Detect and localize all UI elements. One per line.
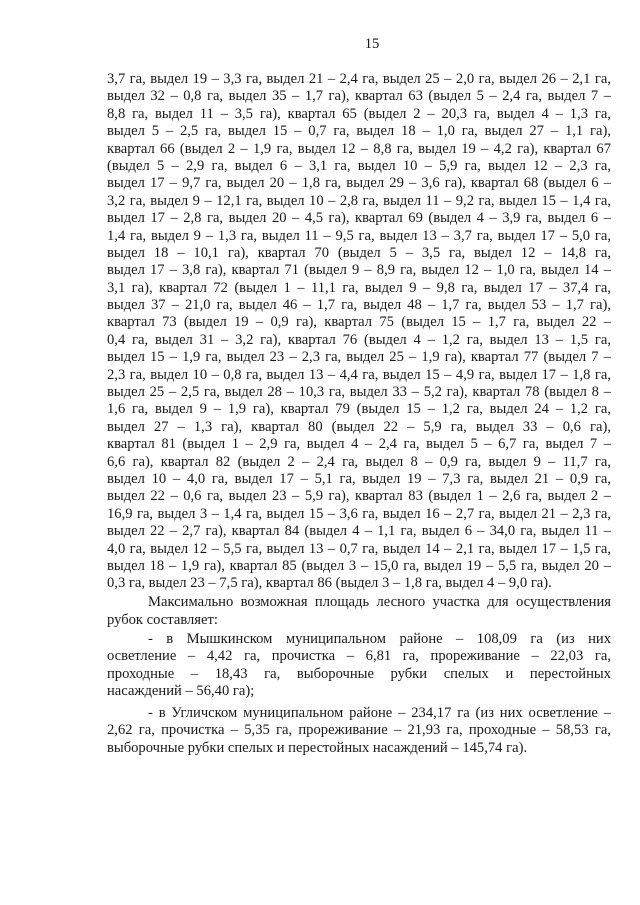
text-line: - в Мышкинском муниципальном районе – 108,09 га (из них	[148, 631, 611, 647]
text-line: насаждений – 56,40 га);	[107, 683, 255, 700]
text-line: (выдел 5 – 2,9 га, выдел 6 – 3,1 га, выдел 10 – 5,9 га, выдел 12 – 2,3 га,	[107, 157, 611, 174]
district-item-myshkin	[107, 631, 611, 701]
text-line: Максимально возможная площадь лесного участка для осуществления	[148, 594, 611, 611]
text-line: 2,3 га, выдел 10 – 0,8 га, выдел 13 – 4,4 га, выдел 15 – 4,9 га, выдел 17 – 1,8 га,	[107, 366, 611, 383]
text-line: 0,4 га, выдел 31 – 3,2 га), квартал 76 (выдел 4 – 1,2 га, выдел 13 – 1,5 га,	[107, 331, 611, 348]
document-body	[107, 71, 611, 757]
text-line: 8,8 га, выдел 11 – 3,5 га), квартал 65 (выдел 2 – 20,3 га, выдел 4 – 1,3 га,	[107, 105, 611, 122]
text-line: выдел 10 – 4,0 га, выдел 17 – 5,1 га, выдел 19 – 7,3 га, выдел 21 – 0,9 га,	[107, 470, 611, 487]
text-line: выдел 18 – 1,9 га), квартал 85 (выдел 3 – 15,0 га, выдел 19 – 5,5 га, выдел 20 –	[107, 557, 611, 574]
text-line: 1,4 га, выдел 9 – 1,3 га, выдел 11 – 9,5 га, выдел 13 – 3,7 га, выдел 17 – 5,0 га,	[107, 227, 611, 244]
district-item-uglich	[107, 705, 611, 757]
text-line: выдел 5 – 2,5 га, выдел 15 – 0,7 га, выдел 18 – 1,0 га, выдел 27 – 1,1 га),	[107, 123, 611, 140]
text-line: выдел 17 – 2,8 га, выдел 20 – 4,5 га), квартал 69 (выдел 4 – 3,9 га, выдел 6 –	[107, 210, 611, 227]
text-line: проходные – 18,43 га, выборочные рубки спелых и перестойных	[107, 665, 611, 682]
text-line: 2,62 га, прочистка – 5,35 га, прореживание – 21,93 га, проходные – 58,53 га,	[107, 722, 611, 739]
text-line: осветление – 4,42 га, прочистка – 6,81 га, прореживание – 22,03 га,	[107, 648, 611, 665]
text-line: выдел 22 – 2,7 га), квартал 84 (выдел 4 – 1,1 га, выдел 6 – 34,0 га, выдел 11 –	[107, 523, 611, 540]
text-line: 4,0 га, выдел 12 – 5,5 га, выдел 13 – 0,7 га, выдел 14 – 2,1 га, выдел 17 – 1,5 га,	[107, 540, 611, 557]
text-line: выборочные рубки спелых и перестойных насаждений – 145,74 га).	[107, 739, 528, 756]
text-line: рубок составляет:	[107, 611, 218, 628]
text-line: 1,6 га, выдел 9 – 1,9 га), квартал 79 (выдел 15 – 1,2 га, выдел 24 – 1,2 га,	[107, 401, 611, 418]
text-line: выдел 18 – 10,1 га), квартал 70 (выдел 5 – 3,5 га, выдел 12 – 14,8 га,	[107, 244, 611, 261]
text-line: 6,6 га), квартал 82 (выдел 2 – 2,4 га, выдел 8 – 0,9 га, выдел 9 – 11,7 га,	[107, 453, 611, 470]
text-line: выдел 22 – 0,6 га, выдел 23 – 5,9 га), квартал 83 (выдел 1 – 2,6 га, выдел 2 –	[107, 488, 611, 505]
text-line: выдел 25 – 2,5 га, выдел 28 – 10,3 га, выдел 33 – 5,2 га), квартал 78 (выдел 8 –	[107, 384, 611, 401]
text-line: - в Угличском муниципальном районе – 234,17 га (из них осветление –	[148, 704, 611, 721]
text-line: 3,7 га, выдел 19 – 3,3 га, выдел 21 – 2,4 га, выдел 25 – 2,0 га, выдел 26 – 2,1 га,	[107, 71, 611, 87]
area-paragraph	[107, 594, 611, 629]
text-line: выдел 17 – 9,7 га, выдел 20 – 1,8 га, выдел 29 – 3,6 га), квартал 68 (выдел 6 –	[107, 175, 611, 192]
text-line: выдел 17 – 3,8 га), квартал 71 (выдел 9 – 8,9 га, выдел 12 – 1,0 га, выдел 14 –	[107, 262, 611, 279]
text-line: 3,2 га, выдел 9 – 12,1 га, выдел 10 – 2,8 га, выдел 11 – 9,2 га, выдел 15 – 1,4 га,	[107, 192, 611, 209]
text-line: 3,1 га), квартал 72 (выдел 1 – 11,1 га, выдел 9 – 9,8 га, выдел 17 – 37,4 га,	[107, 279, 611, 296]
text-line: квартал 73 (выдел 19 – 0,9 га), квартал 75 (выдел 15 – 1,7 га, выдел 22 –	[107, 314, 611, 331]
text-line: 16,9 га, выдел 3 – 1,4 га, выдел 15 – 3,6 га, выдел 16 – 2,7 га, выдел 21 – 2,3 га,	[107, 505, 611, 522]
continuation-paragraph	[107, 71, 611, 593]
page-number: 15	[364, 36, 380, 52]
text-line: 0,3 га, выдел 23 – 7,5 га), квартал 86 (выдел 3 – 1,8 га, выдел 4 – 9,0 га).	[107, 575, 552, 592]
text-line: выдел 32 – 0,8 га, выдел 35 – 1,7 га), квартал 63 (выдел 5 – 2,4 га, выдел 7 –	[107, 88, 611, 105]
text-line: квартал 81 (выдел 1 – 2,9 га, выдел 4 – 2,4 га, выдел 5 – 6,7 га, выдел 7 –	[107, 436, 611, 453]
text-line: выдел 37 – 21,0 га, выдел 46 – 1,7 га, выдел 48 – 1,7 га, выдел 53 – 1,7 га),	[107, 297, 611, 314]
text-line: выдел 27 – 1,3 га), квартал 80 (выдел 22 – 5,9 га, выдел 33 – 0,6 га),	[107, 418, 611, 435]
text-line: квартал 66 (выдел 2 – 1,9 га, выдел 12 – 8,8 га, выдел 19 – 4,2 га), квартал 67	[107, 140, 611, 157]
text-line: выдел 15 – 1,9 га, выдел 23 – 2,3 га, выдел 25 – 1,9 га), квартал 77 (выдел 7 –	[107, 349, 611, 366]
